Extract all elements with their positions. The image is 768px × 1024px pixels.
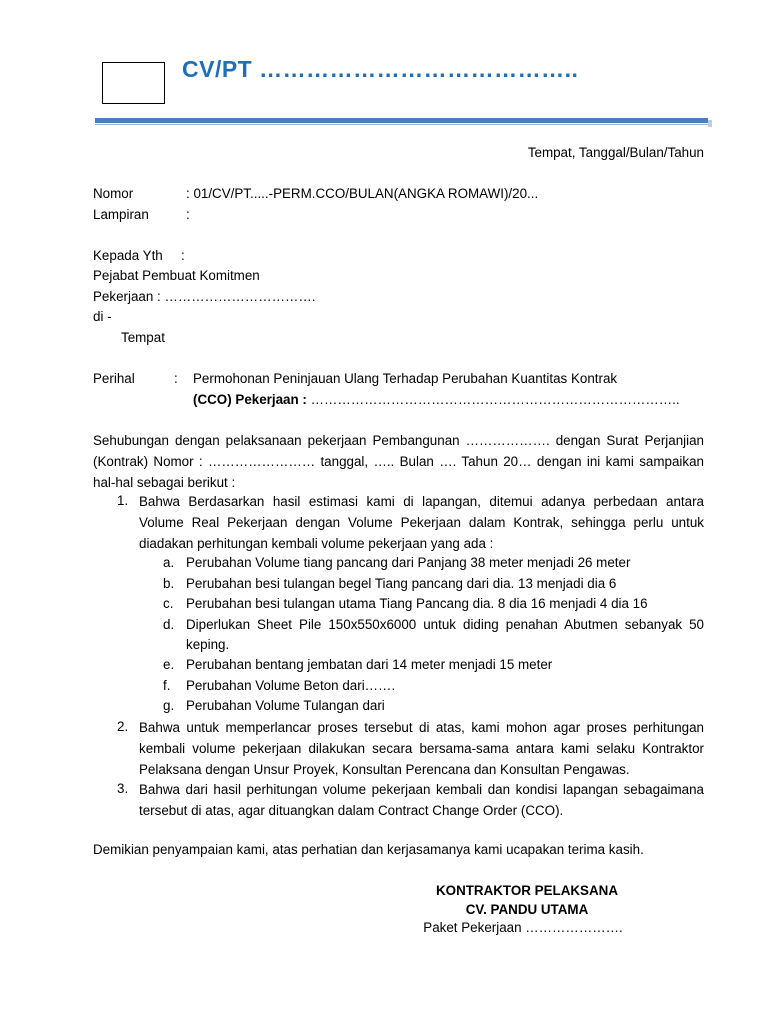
recipient-line: di - — [93, 309, 112, 324]
subitem-letter: d. — [163, 617, 175, 632]
recipient-kepada-colon: : — [181, 248, 185, 263]
subitem-text: Perubahan Volume tiang pancang dari Panjang 38 meter menjadi 26 meter — [186, 555, 631, 570]
header-rule-shadow — [708, 120, 712, 127]
lampiran-value: : — [186, 207, 190, 222]
lampiran-label: Lampiran — [93, 207, 149, 222]
subitem-letter: g. — [163, 698, 175, 713]
subitem-text: Perubahan besi tulangan utama Tiang Pancang dia. 8 dia 16 menjadi 4 dia 16 — [186, 596, 648, 611]
item-number: 3. — [117, 781, 129, 796]
subitem-text: Perubahan besi tulangan begel Tiang pancang dari dia. 13 menjadi dia 6 — [186, 576, 617, 591]
subitem-letter: c. — [163, 596, 174, 611]
nomor-label: Nomor — [93, 186, 134, 201]
subitem-text: Diperlukan Sheet Pile 150x550x6000 untuk diding penahan Abutmen sebanyak 50 keping. — [186, 617, 704, 652]
subitem-letter: f. — [163, 678, 171, 693]
subitem-letter: e. — [163, 657, 175, 672]
intro-paragraph: Sehubungan dengan pelaksanaan pekerjaan Pembangunan ………………. dengan Surat Perjanjian (Kontrak) Nomor : …………………… tanggal, ….. Bulan …. Tahun 20… dengan ini kami sampaikan hal-hal sebagai berikut : — [93, 433, 704, 490]
recipient-line: Tempat — [121, 330, 165, 345]
header-rule-thin — [95, 124, 708, 125]
subitem-text: Perubahan Volume Tulangan dari — [186, 698, 385, 713]
perihal-label: Perihal — [93, 371, 135, 386]
recipient-line: Pekerjaan : ……………………………. — [93, 289, 316, 304]
item-text: Bahwa Berdasarkan hasil estimasi kami di lapangan, ditemui adanya perbedaan antara Volume Real Pekerjaan dengan Volume Pekerjaan dalam Kontrak, sehingga perlu untuk diadakan perhitungan kembali volume pekerjaan yang ada : — [139, 494, 704, 551]
perihal-cco-label: (CCO) Pekerjaan : — [193, 392, 307, 407]
item-number: 1. — [117, 493, 129, 508]
closing-paragraph: Demikian penyampaian kami, atas perhatian dan kerjasamanya kami ucapakan terima kasih. — [93, 842, 644, 857]
logo-placeholder — [102, 62, 165, 104]
signature-company: CV. PANDU UTAMA — [465, 902, 589, 917]
subitem-text: Perubahan bentang jembatan dari 14 meter menjadi 15 meter — [186, 657, 553, 672]
recipient-kepada: Kepada Yth — [93, 248, 163, 263]
item-text: Bahwa dari hasil perhitungan volume pekerjaan kembali dan kondisi lapangan sebagaimana tersebut di atas, agar dituangkan dalam Contract Change Order (CCO). — [139, 782, 704, 818]
subitem-text: Perubahan Volume Beton dari……. — [186, 678, 396, 693]
subitem-letter: a. — [163, 555, 175, 570]
place-date: Tempat, Tanggal/Bulan/Tahun — [527, 145, 704, 160]
company-name: CV/PT ………………………………….. — [182, 56, 579, 82]
perihal-cco-fill: ……………………………………………………………………….. — [306, 392, 680, 407]
item-text: Bahwa untuk memperlancar proses tersebut di atas, kami mohon agar proses perhitungan kembali volume pekerjaan dilakukan secara bersama-sama antara kami selaku Kontraktor Pelaksana dengan Unsur Proyek, Konsultan Perencana dan Konsultan Pengawas. — [139, 720, 704, 777]
signature-package: Paket Pekerjaan …………………. — [423, 920, 623, 935]
nomor-value: : 01/CV/PT.....-PERM.CCO/BULAN(ANGKA ROMAWI)/20... — [186, 186, 539, 201]
recipient-line: Pejabat Pembuat Komitmen — [93, 268, 260, 283]
subitem-letter: b. — [163, 576, 175, 591]
perihal-subject: Permohonan Peninjauan Ulang Terhadap Perubahan Kuantitas Kontrak — [193, 371, 618, 386]
signature-title: KONTRAKTOR PELAKSANA — [435, 883, 619, 898]
item-number: 2. — [117, 719, 129, 734]
perihal-colon: : — [174, 371, 178, 386]
perihal-subject-2 — [193, 390, 680, 410]
header-rule — [95, 118, 708, 123]
